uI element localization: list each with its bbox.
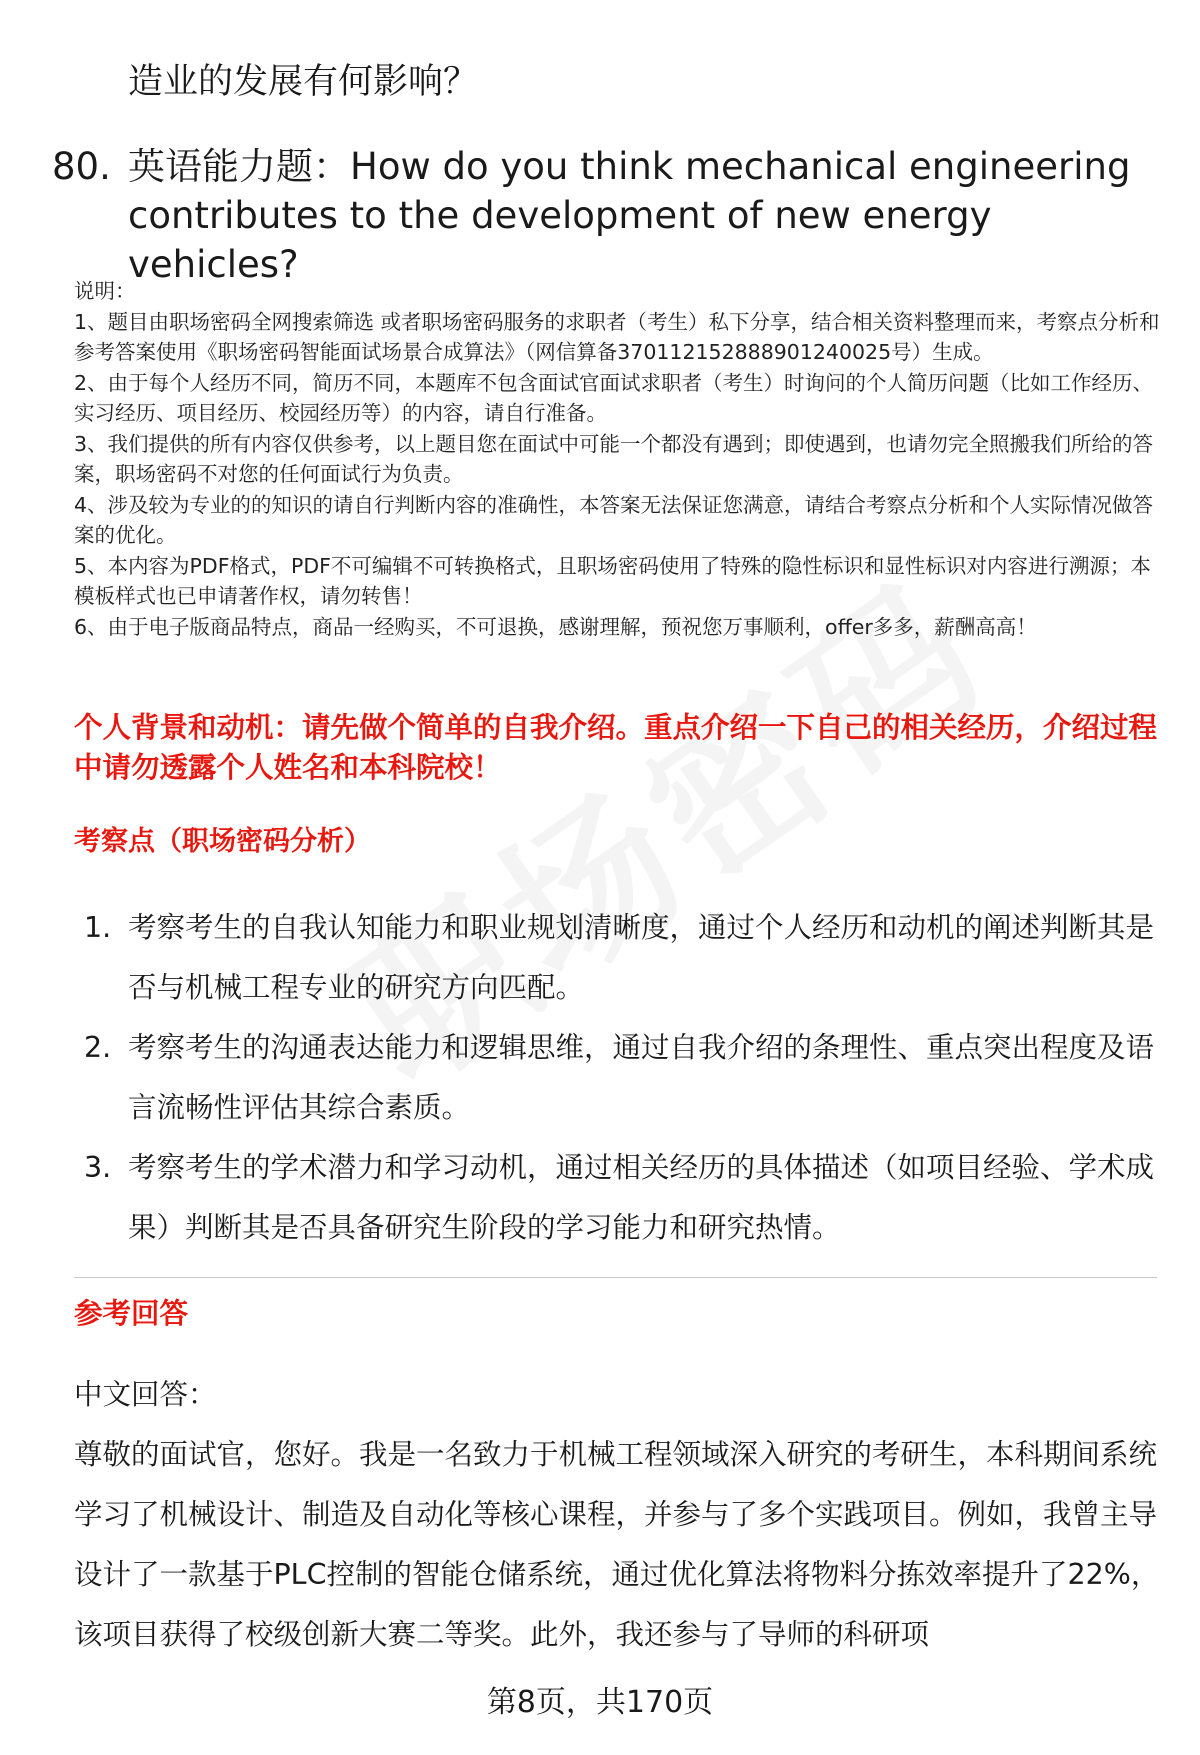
background-question: 个人背景和动机：请先做个简单的自我介绍。重点介绍一下自己的相关经历，介绍过程中请勿透露个人姓名和本科院校！ xyxy=(74,711,1158,784)
question-text: 英语能力题：How do you think mechanical engineering contributes to the development of new energy vehicles? xyxy=(128,145,1131,286)
notes-item: 4、涉及较为专业的的知识的请自行判断内容的准确性，本答案无法保证您满意，请结合考察点分析和个人实际情况做答案的优化。 xyxy=(74,492,1154,547)
analysis-point-number: 2. xyxy=(84,1031,112,1064)
notes-item: 5、本内容为PDF格式，PDF不可编辑不可转换格式，且职场密码使用了特殊的隐性标识和显性标识对内容进行溯源；本模板样式也已申请著作权，请勿转售！ xyxy=(74,553,1151,608)
notes-item: 6、由于电子版商品特点，商品一经购买，不可退换，感谢理解，预祝您万事顺利，offer多多，薪酬高高！ xyxy=(74,614,1037,639)
analysis-point xyxy=(84,898,1160,1018)
page-footer: 第8页，共170页 xyxy=(486,1685,714,1720)
answer-label: 中文回答： xyxy=(74,1378,217,1411)
question-continuation: 造业的发展有何影响？ xyxy=(128,62,479,102)
analysis-point-number: 3. xyxy=(84,1151,112,1184)
notes-item: 2、由于每个人经历不同，简历不同，本题库不包含面试官面试求职者（考生）时询问的个人简历问题（比如工作经历、实习经历、项目经历、校园经历等）的内容，请自行准备。 xyxy=(74,370,1154,425)
question-number: 80. xyxy=(52,145,111,188)
reference-heading: 参考回答 xyxy=(74,1297,189,1330)
analysis-point-text: 考察考生的沟通表达能力和逻辑思维，通过自我介绍的条理性、重点突出程度及语言流畅性评估其综合素质。 xyxy=(128,1031,1155,1124)
analysis-list xyxy=(84,898,1160,1258)
answer-body: 尊敬的面试官，您好。我是一名致力于机械工程领域深入研究的考研生，本科期间系统学习了机械设计、制造及自动化等核心课程，并参与了多个实践项目。例如，我曾主导设计了一款基于PLC控制的智能仓储系统，通过优化算法将物料分拣效率提升了22%，该项目获得了校级创新大赛二等奖。此外，我还参与了导师的科研项 xyxy=(74,1438,1160,1651)
analysis-heading: 考察点（职场密码分析） xyxy=(74,826,371,857)
analysis-point-text: 考察考生的学术潜力和学习动机，通过相关经历的具体描述（如项目经验、学术成果）判断其是否具备研究生阶段的学习能力和研究热情。 xyxy=(128,1151,1155,1244)
notes-item: 1、题目由职场密码全网搜索筛选 或者职场密码服务的求职者（考生）私下分享，结合相关资料整理而来，考察点分析和参考答案使用《职场密码智能面试场景合成算法》（网信算备370112152888901240025号）生成。 xyxy=(74,309,1160,364)
answer-section xyxy=(74,1365,1160,1665)
analysis-point xyxy=(84,1138,1160,1258)
notes-section xyxy=(74,276,1160,642)
section-divider xyxy=(74,1277,1157,1278)
notes-item: 3、我们提供的所有内容仅供参考，以上题目您在面试中可能一个都没有遇到；即使遇到，也请勿完全照搬我们所给的答案，职场密码不对您的任何面试行为负责。 xyxy=(74,431,1154,486)
analysis-point-text: 考察考生的自我认知能力和职业规划清晰度，通过个人经历和动机的阐述判断其是否与机械工程专业的研究方向匹配。 xyxy=(128,911,1155,1004)
analysis-point xyxy=(84,1018,1160,1138)
analysis-point-number: 1. xyxy=(84,911,112,944)
notes-title: 说明： xyxy=(74,279,136,303)
